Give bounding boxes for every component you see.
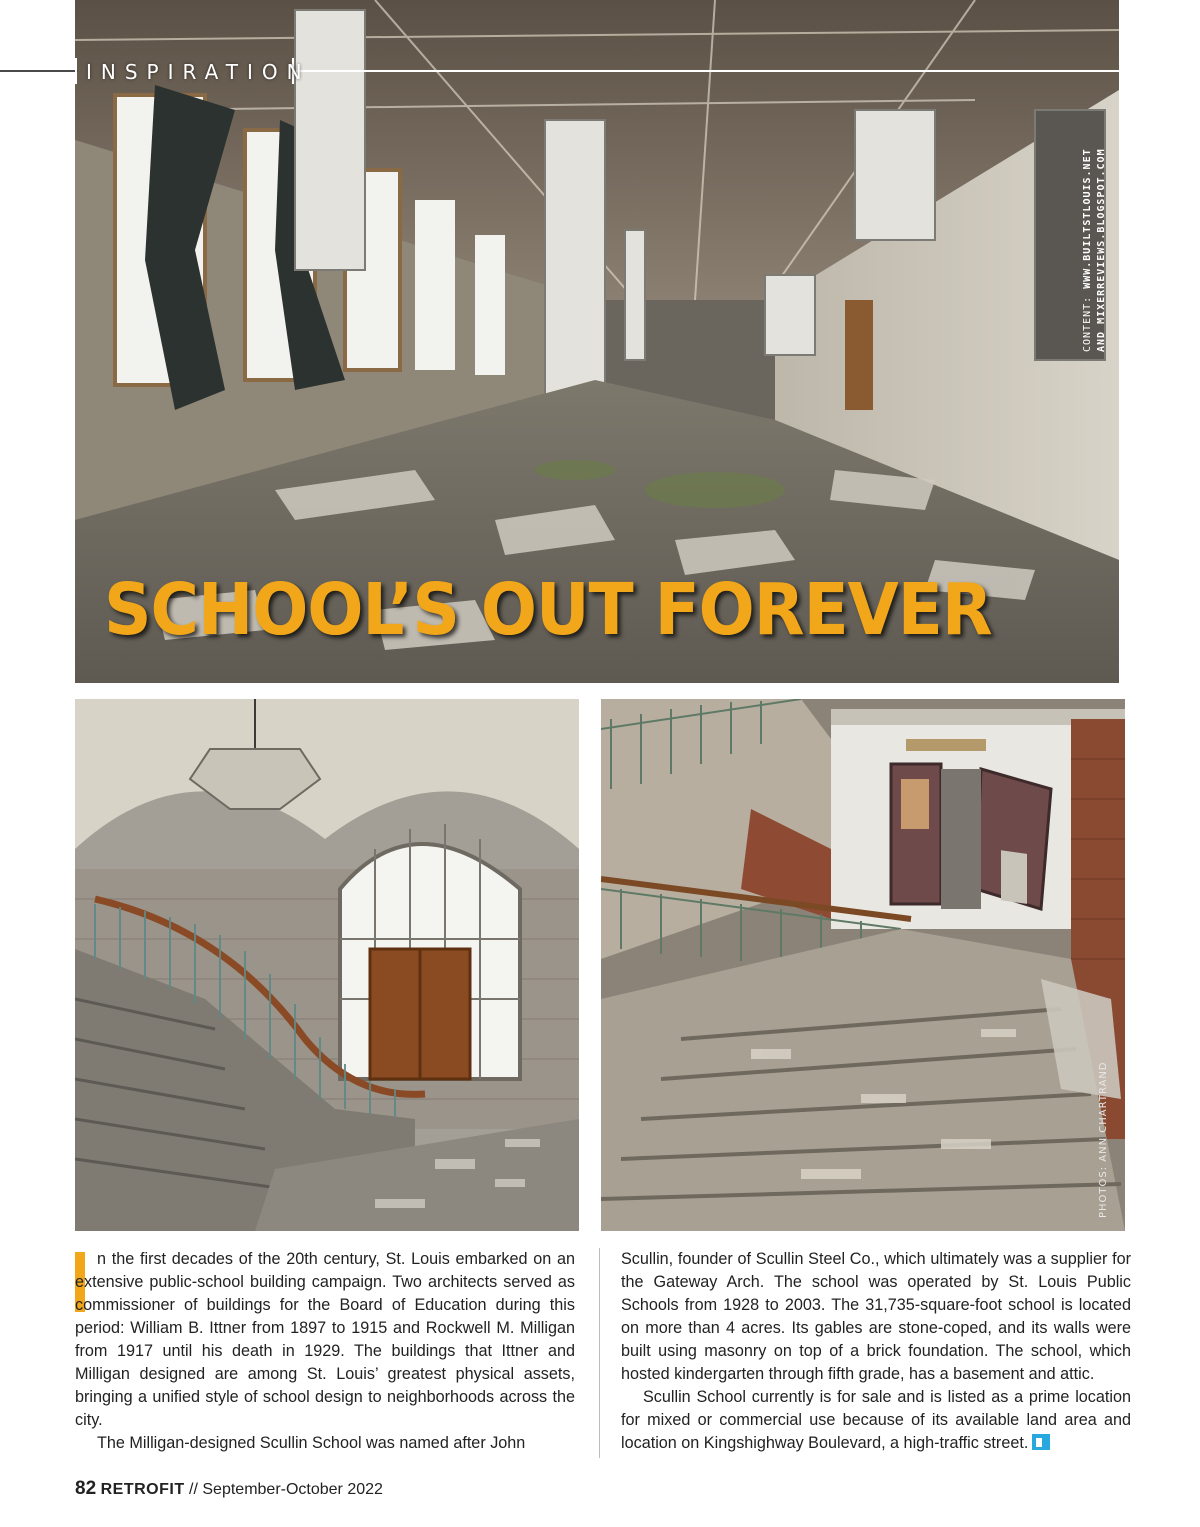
body-column-left [75, 1248, 575, 1455]
body-paragraph-1-text: n the first decades of the 20th century, St. Louis embarked on an extensive public-school building campaign. Two architects served as commissioner of buildings for the Board of Education during this period: William B. Ittner from 1897 to 1915 and Rockwell M. Milligan from 1917 until his death in 1929. The buildings that Ittner and Milligan designed are among St. Louis’ greatest physical assets, bringing a unified style of school design to neighborhoods across the city. [75, 1250, 575, 1429]
end-of-article-icon [1032, 1434, 1050, 1450]
content-credit [1082, 148, 1093, 352]
body-paragraph-1 [75, 1248, 575, 1432]
page-number: 82 [75, 1478, 97, 1499]
body-paragraph-4-text: Scullin School currently is for sale and is listed as a prime location for mixed or commercial use because of its available land area and location on Kingshighway Boulevard, a high-traffic street. [621, 1388, 1131, 1452]
body-paragraph-2: The Milligan-designed Scullin School was named after John [97, 1434, 526, 1452]
body-paragraph-4 [621, 1386, 1131, 1455]
footer-separator: // [184, 1481, 203, 1498]
photo-credit: PHOTOS: ANN CHARTRAND [1098, 1061, 1109, 1218]
section-rule-left [0, 70, 78, 72]
magazine-name: RETROFIT [100, 1481, 185, 1498]
section-label-bar-left [75, 58, 77, 84]
photo-stairwell-arched-window [75, 699, 579, 1231]
article-headline: SCHOOL’S OUT FOREVER [104, 568, 992, 652]
content-credit-url-1: WWW.BUILTSTLOUIS.NET [1082, 148, 1093, 289]
content-credit-url-2: AND MIXERREVIEWS.BLOGSPOT.COM [1096, 148, 1107, 352]
body-column-right [621, 1248, 1131, 1455]
section-rule-right [296, 70, 1119, 72]
section-label: INSPIRATION [86, 60, 311, 84]
photo-staircase-corridor [601, 699, 1125, 1231]
issue-date: September-October 2022 [202, 1481, 383, 1498]
body-paragraph-3: Scullin, founder of Scullin Steel Co., which ultimately was a supplier for the Gateway Arch. The school was operated by St. Louis Public Schools from 1928 to 2003. The 31,735-square-foot school is located on more than 4 acres. Its gables are stone-coped, and its walls were built using masonry on top of a brick foundation. The school, which hosted kindergarten through fifth grade, has a basement and attic. [621, 1250, 1131, 1383]
page-footer [75, 1478, 383, 1500]
column-divider [599, 1248, 600, 1458]
content-credit-label: CONTENT: [1082, 295, 1093, 352]
